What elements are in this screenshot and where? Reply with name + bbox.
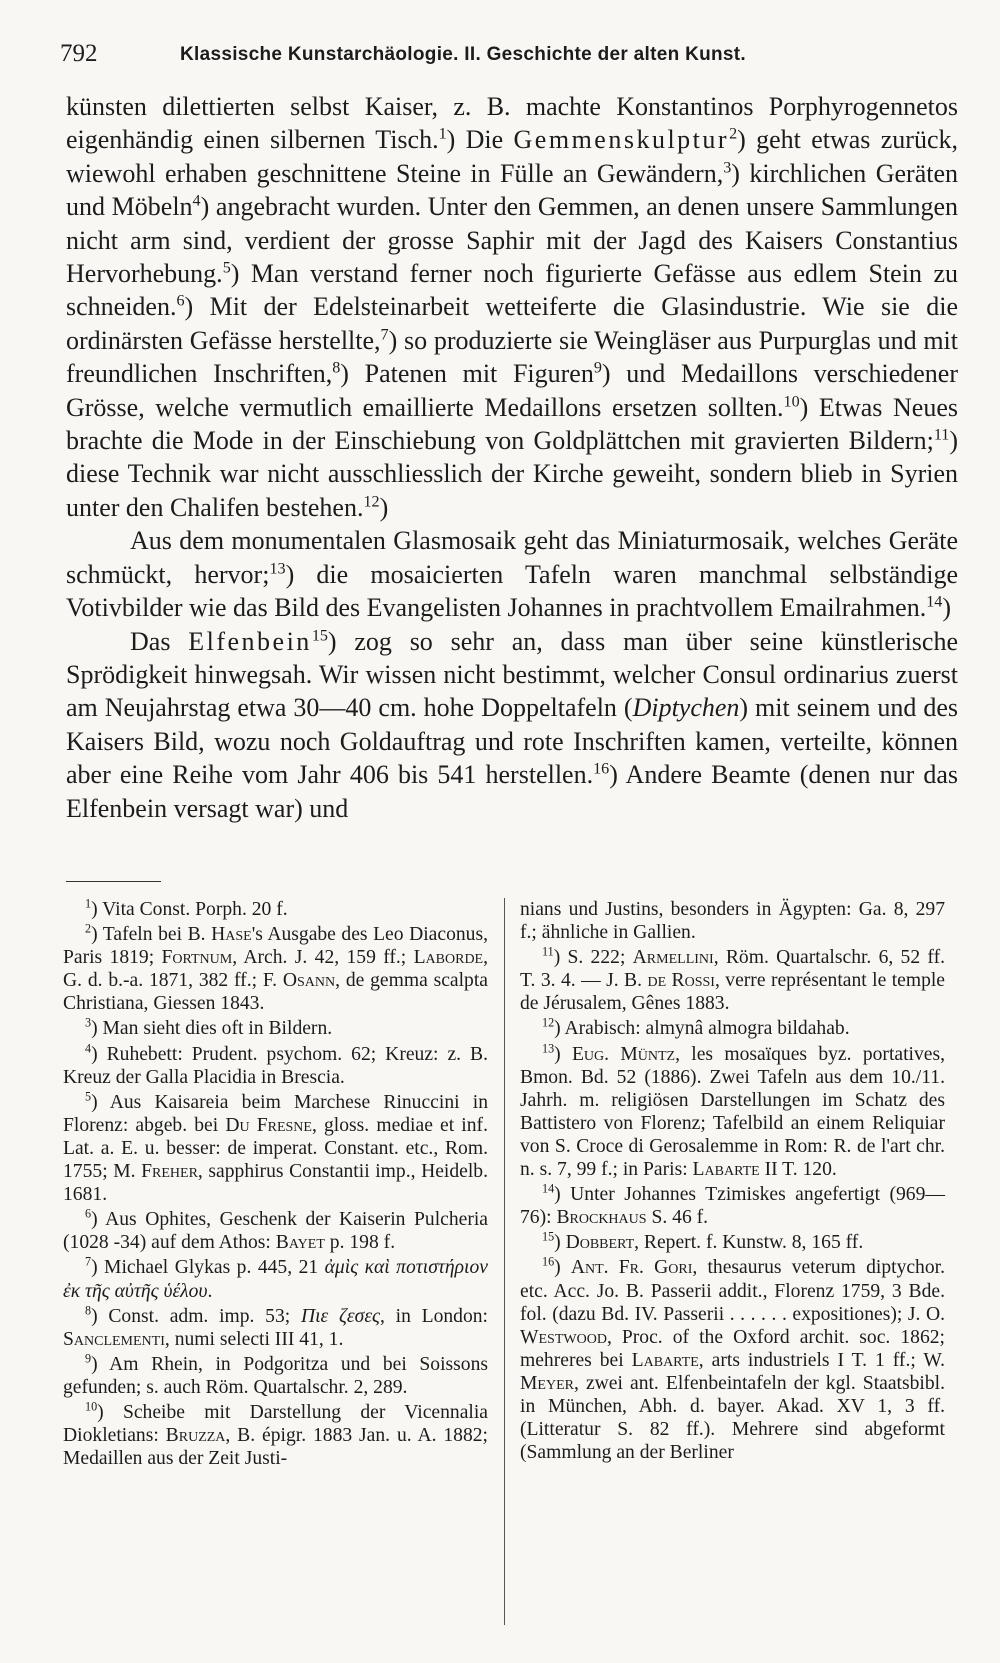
text-run: ) Die <box>446 125 514 155</box>
emphasis-elfenbein: Elfenbein <box>188 626 312 656</box>
footnote-number: 12 <box>542 1015 555 1030</box>
footnote-ref: 3 <box>723 159 732 177</box>
footnote-text: S. 46 f. <box>646 1207 709 1229</box>
footnote-text: , in London: <box>380 1305 489 1327</box>
main-text <box>66 90 958 825</box>
footnote-text: , Arch. J. 42, 159 ff.; <box>232 947 414 969</box>
text-run: ) <box>379 492 389 522</box>
footnote-text: , Proc. of the Oxford archit. soc. 1862; mehreres bei <box>520 1326 945 1371</box>
footnote-text: , les mosaïques byz. portatives, Bmon. Bd. 52 (1886). Zwei Tafeln aus dem 10./11. Jahrh. m. religiösen Darstellungen im Schatz des Battistero von Florenz; Tafelbild an einem Reliquiar von S. Croce di Gerosalemme in Rom: R. de l'art chr. n. s. 7, 99 f.; in Paris: <box>520 1043 945 1181</box>
footnote-text: ) Am Rhein, in Podgoritza und bei Soissons gefunden; s. auch Röm. Quartalschr. 2, 289. <box>63 1353 488 1398</box>
footnote-number: 2 <box>85 921 92 936</box>
author-name: Freher <box>141 1161 198 1183</box>
text-run: ) diese Technik war nicht ausschliesslich der Kirche geweiht, sondern blieb in Syrien unter den Chalifen bestehen. <box>66 426 958 522</box>
text-run: ) Patenen mit Figuren <box>340 359 594 389</box>
footnote-text: 's Ausgabe des Leo Diaconus, Paris 1819; <box>63 924 488 969</box>
author-name: Westwood <box>520 1326 607 1348</box>
author-name: Brockhaus <box>556 1207 647 1229</box>
footnote-number: 16 <box>542 1254 555 1269</box>
text-run: ) Etwas Neues brachte die Mode in der Einschiebung von Goldplättchen mit gravierten Bildern; <box>66 392 958 456</box>
footnote-text: , B. épigr. 1883 Jan. u. A. 1882; Medaillen aus der Zeit Justi- <box>63 1425 488 1470</box>
author-name: Ant. Fr. Gori <box>570 1257 693 1279</box>
footnote-text: ) Ruhebett: Prudent. psychom. 62; Kreuz: z. B. Kreuz der Galla Placidia in Brescia. <box>63 1043 488 1088</box>
text-run: ) geht etwas zurück, wiewohl erhaben geschnittene Steine in Fülle an Gewändern, <box>66 125 959 188</box>
footnote-text: ) Arabisch: almynâ almogra bildahab. <box>554 1018 850 1040</box>
text-run: ) <box>942 593 952 623</box>
author-name: Labarte <box>692 1159 760 1181</box>
footnote-4 <box>63 1043 488 1089</box>
footnote-number: 15 <box>542 1229 555 1244</box>
footnote-text: ) Unter Johannes Tzimiskes angefertigt (969—76): <box>520 1184 945 1229</box>
paragraph <box>66 625 958 825</box>
footnote-ref: 1 <box>438 125 447 143</box>
footnote-number: 10 <box>85 1399 98 1414</box>
footnote-text: ) S. 222; <box>553 947 633 969</box>
emphasis-gemmenskulptur: Gemmenskulptur <box>513 125 730 155</box>
footnote-text: , numi selecti III 41, 1. <box>164 1328 344 1350</box>
greek-quote: ἀμὶς καὶ ποτιστήριον ἐκ τῆς αὐτῆς ὑέλου <box>63 1257 488 1302</box>
footnote-text: ) <box>554 1232 566 1254</box>
text-run: ) Mit der Edelsteinarbeit wetteiferte die Glasindustrie. Wie sie die ordinärsten Gefässe herstellte, <box>66 292 958 355</box>
author-name: Meyer <box>520 1372 574 1394</box>
footnote-16 <box>520 1256 945 1464</box>
footnote-number: 7 <box>85 1254 92 1269</box>
footnote-1 <box>63 898 488 921</box>
footnote-ref: 12 <box>363 493 380 511</box>
author-name: Bayet <box>275 1232 325 1254</box>
footnote-ref: 10 <box>783 393 800 410</box>
footnote-12 <box>520 1017 945 1040</box>
author-name: Osann <box>282 970 336 992</box>
footnote-3 <box>63 1017 488 1040</box>
text-run: ) mit seinem und des Kaisers Bild, wozu noch Goldauftrag und rote Inschriften kamen, verteilte, können aber eine Reihe vom Jahr 406 bis 541 herstellen. <box>66 693 958 790</box>
footnote-number: 11 <box>542 944 554 959</box>
author-name: Laborde <box>413 947 484 969</box>
footnote-6 <box>63 1208 488 1254</box>
footnote-15 <box>520 1231 945 1254</box>
text-run: ) Andere Beamte (denen nur das Elfenbein versagt war) und <box>66 760 959 823</box>
footnote-text: ) <box>554 1257 571 1279</box>
footnote-number: 8 <box>85 1303 92 1318</box>
text-run: Das <box>130 626 189 656</box>
footnote-8 <box>63 1305 488 1351</box>
footnote-number: 5 <box>85 1089 92 1104</box>
page-number: 792 <box>60 40 98 67</box>
footnote-2 <box>63 923 488 1015</box>
footnote-text: , G. d. b.-a. 1871, 382 ff.; F. <box>63 947 489 992</box>
footnote-number: 14 <box>542 1181 555 1196</box>
footnote-10 <box>63 1401 488 1470</box>
footnote-ref: 5 <box>222 259 231 277</box>
footnote-ref: 11 <box>933 426 950 444</box>
text-run: ) angebracht wurden. Unter den Gemmen, an denen unsere Sammlungen nicht arm sind, verdient der grosse Saphir mit der Jagd des Kaisers Constantius Hervorhebung. <box>66 192 958 289</box>
footnote-text: nians und Justins, besonders in Ägypten: Ga. 8, 297 f.; ähnliche in Gallien. <box>520 899 945 944</box>
footnote-number: 6 <box>85 1206 92 1221</box>
author-name: Armellini <box>632 947 714 969</box>
text-run: ) Man verstand ferner noch figurierte Gefässe aus edlem Stein zu schneiden. <box>66 259 958 322</box>
text-run: künsten dilettierten selbst Kaiser, z. B. machte Konstantinos Porphyrogennetos eigenhändig einen silbernen Tisch. <box>66 92 958 155</box>
text-run: ) kirchlichen Geräten und Möbeln <box>66 158 959 222</box>
text-run: ) und Medaillons verschiedener Grösse, welche vermutlich emaillierte Medaillons ersetzen sollten. <box>66 359 958 422</box>
footnote-text: ) Tafeln bei B. <box>91 924 212 946</box>
author-name: Du Fresne <box>225 1114 312 1136</box>
footnotes-right-column <box>520 898 945 1466</box>
text-run: Aus dem monumentalen Glasmosaik geht das Miniaturmosaik, welches Geräte schmückt, hervor; <box>66 526 958 589</box>
paragraph <box>66 524 958 624</box>
footnote-14 <box>520 1183 945 1229</box>
text-run: ) so produzierte sie Weingläser aus Purpurglas und mit freundlichen Inschriften, <box>66 325 958 389</box>
footnote-rule <box>66 881 161 882</box>
footnote-ref: 8 <box>332 359 341 377</box>
footnote-text: ) Aus Kaisareia beim Marchese Rinuccini in Florenz: abgeb. bei <box>63 1091 488 1136</box>
footnote-text: ) Scheibe mit Darstellung der Vicennalia Diokletians: <box>63 1401 488 1447</box>
footnote-text: , thesaurus veterum diptychor. etc. Acc. Jo. B. Passerii addit., Florenz 1759, 3 Bde. fol. (dazu Bd. IV. Passerii . . . . . . expositiones); J. O. <box>520 1257 945 1325</box>
text-run: ) zog so sehr an, dass man über seine künstlerische Sprödigkeit hinwegsah. Wir wissen nicht bestimmt, welcher Consul ordinarius zuerst am Neujahrstag etwa 30—40 cm. hohe Doppeltafeln ( <box>66 626 958 723</box>
footnote-number: 4 <box>85 1041 92 1056</box>
footnote-text: ) Aus Ophites, Geschenk der Kaiserin Pulcheria (1028 -34) auf dem Athos: <box>63 1209 488 1254</box>
footnotes-left-column <box>63 898 488 1472</box>
footnote-text: ) Man sieht dies oft in Bildern. <box>91 1018 333 1040</box>
footnote-ref: 9 <box>593 359 602 377</box>
footnote-number: 13 <box>542 1041 555 1056</box>
footnote-text: , de gemma scalpta Christiana, Giessen 1843. <box>63 970 488 1015</box>
footnote-text: , gloss. mediae et inf. Lat. a. E. u. besser: de imperat. Constant. etc., Rom. 1755; M. <box>63 1114 488 1183</box>
author-name: Dobbert <box>565 1232 635 1254</box>
author-name: Sanclementi <box>63 1328 165 1350</box>
emphasis-diptychen: Diptychen <box>632 693 740 723</box>
footnote-text: , Repert. f. Kunstw. 8, 165 ff. <box>634 1232 864 1254</box>
footnote-ref: 13 <box>269 560 286 578</box>
footnote-ref: 2 <box>729 125 738 143</box>
text-run: ) die mosaicierten Tafeln waren manchmal selbständige Votivbilder wie das Bild des Evangelisten Johannes in prachtvollem Emailrahmen. <box>66 559 958 623</box>
author-name: Hase <box>211 924 252 946</box>
footnote-number: 9 <box>85 1351 92 1366</box>
column-divider <box>504 898 505 1625</box>
author-name: Bruzza <box>165 1425 226 1447</box>
footnote-ref: 15 <box>311 626 328 644</box>
footnote-text: , Röm. Quartalschr. 6, 52 ff. T. 3. 4. — J. B. <box>520 947 945 992</box>
paragraph <box>66 90 958 524</box>
footnote-10-continued <box>520 898 945 944</box>
footnote-ref: 6 <box>176 292 185 310</box>
footnote-text: . <box>207 1280 213 1302</box>
footnote-text: , arts industriels I T. 1 ff.; W. <box>698 1349 945 1371</box>
footnote-text: , sapphirus Constantii imp., Heidelb. 1681. <box>63 1161 489 1206</box>
footnote-ref: 4 <box>192 192 201 210</box>
author-name: Fortnum <box>161 947 233 969</box>
running-head: Klassische Kunstarchäologie. II. Geschichte der alten Kunst. <box>180 44 746 65</box>
footnote-text: , verre représentant le temple de Jérusalem, Gênes 1883. <box>520 970 946 1015</box>
footnote-text: ) Const. adm. imp. 53; <box>91 1305 301 1327</box>
author-name: Eug. Müntz <box>571 1043 676 1065</box>
author-name: de Rossi <box>647 970 715 992</box>
footnote-7 <box>63 1256 488 1302</box>
footnote-text: ) Michael Glykas p. 445, 21 <box>91 1257 325 1279</box>
footnote-text: ) <box>554 1043 572 1065</box>
footnote-5 <box>63 1091 488 1206</box>
footnote-9 <box>63 1353 488 1399</box>
footnote-text: , zwei ant. Elfenbeintafeln der kgl. Staatsbibl. in München, Abh. d. bayer. Akad. XV 1, 3 ff. (Litteratur S. 82 ff.). Mehrere sind abgeformt (Sammlung an der Berliner <box>520 1372 945 1464</box>
greek-quote: Πιε ζεσες <box>300 1305 380 1327</box>
footnote-number: 1 <box>85 896 92 911</box>
footnote-13 <box>520 1043 945 1182</box>
footnote-text: p. 198 f. <box>324 1232 396 1254</box>
footnote-number: 3 <box>85 1015 92 1030</box>
footnote-11 <box>520 946 945 1015</box>
author-name: Labarte <box>631 1349 699 1371</box>
footnote-text: ) Vita Const. Porph. 20 f. <box>91 899 288 920</box>
footnote-ref: 14 <box>926 593 943 611</box>
page-header <box>60 40 950 80</box>
footnote-text: II T. 120. <box>759 1159 837 1181</box>
footnote-ref: 7 <box>380 326 389 344</box>
footnote-ref: 16 <box>593 760 610 778</box>
